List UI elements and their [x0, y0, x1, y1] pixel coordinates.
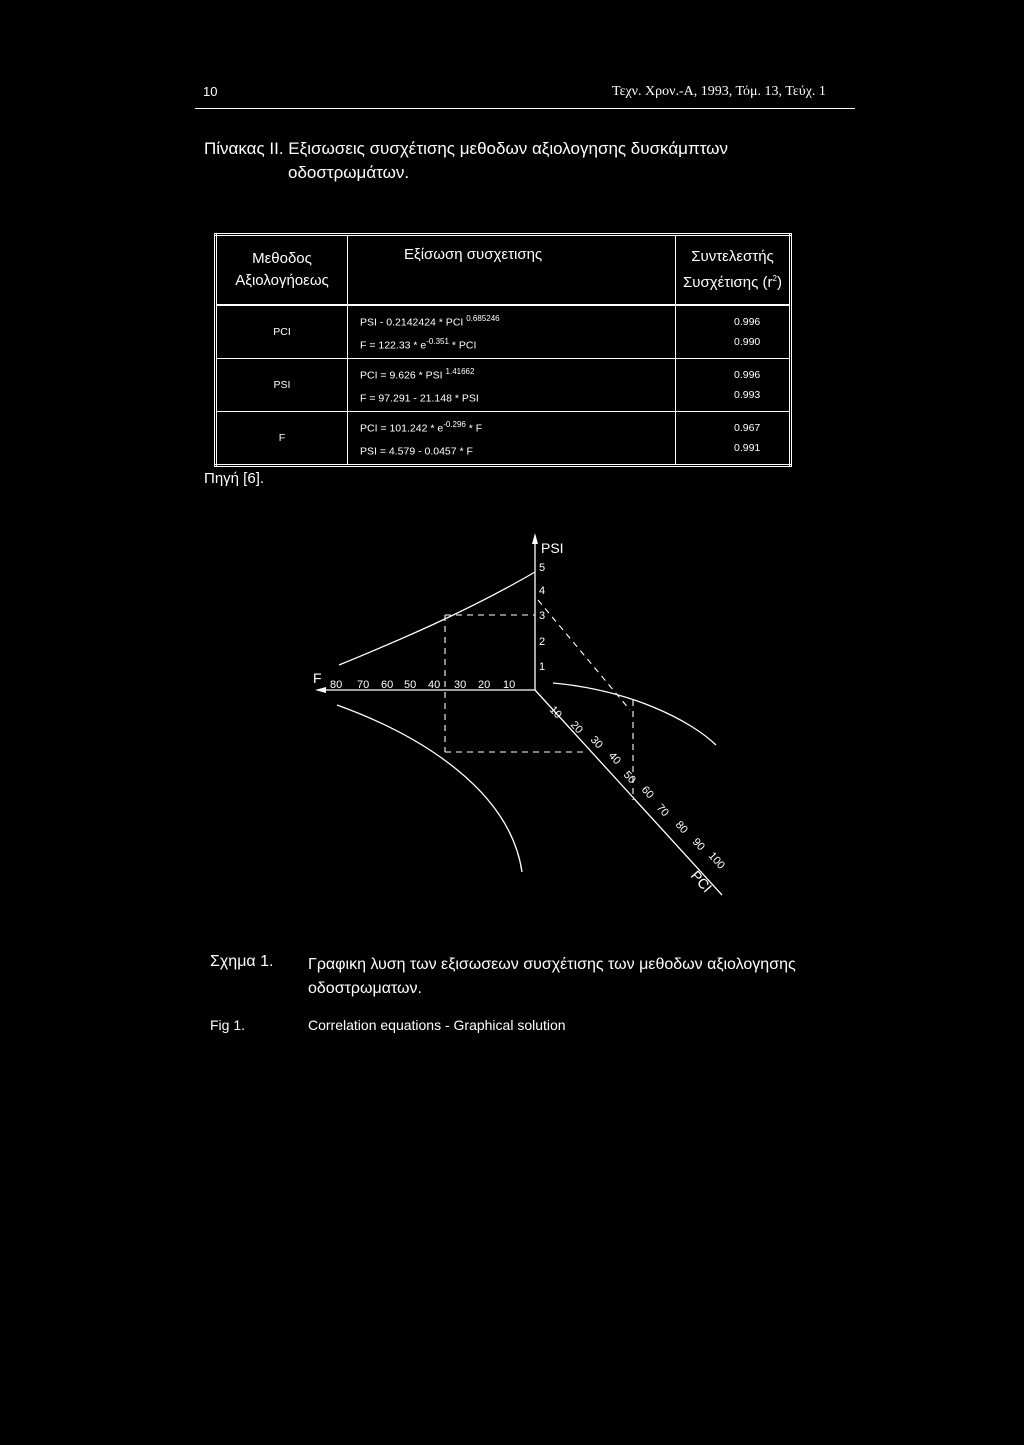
table-source: Πηγή [6]. [204, 470, 265, 487]
figure-caption-greek-label: Σχημα 1. [210, 953, 274, 970]
equation-cell: PCI = $101.242 * e^{-0.296}$ * F PSI = 4.579 - 0.0457 * F [348, 412, 676, 466]
equation-cell: PSI - 0.2142424 * PCI $^{0.685246}$ $F = 122.33 * e^{-0.351}$ * PCI [348, 305, 676, 359]
table-title-line1: Πίνακας ΙΙ. Εξισωσεις συσχέτισης μεθοδων αξιολογησης δυσκάμπτων [204, 139, 728, 158]
dash-diagonal [538, 600, 630, 710]
pci-tick: 70 [653, 801, 671, 820]
pci-tick: 80 [672, 818, 690, 837]
f-tick: 10 [503, 679, 516, 691]
page-number: 10 [203, 84, 218, 99]
table-title-line2: οδοστρωμάτων. [288, 163, 410, 182]
pci-tick: 30 [587, 733, 605, 752]
coefficient-cell: 0.967 0.991 [676, 412, 791, 466]
method-cell: PSI [216, 359, 348, 412]
psi-axis-label: PSI [541, 540, 564, 556]
pci-tick: 40 [605, 749, 623, 768]
psi-tick: 3 [539, 610, 546, 622]
f-tick: 60 [381, 679, 394, 691]
pci-tick: 60 [638, 783, 656, 802]
col-equation-header: Εξίσωση συσχετισης [348, 235, 676, 306]
pci-tick: 20 [567, 718, 585, 737]
f-tick: 30 [454, 679, 467, 691]
psi-tick: 4 [539, 585, 546, 597]
pci-axis-label: PCI [687, 867, 716, 896]
curve-psi-f [339, 572, 535, 665]
pci-axis [535, 690, 722, 895]
psi-tick: 1 [539, 661, 546, 673]
col-coefficient-header: Συντελεστής Συσχέτισης $(r^2)$ [676, 235, 791, 306]
method-cell: PCI [216, 305, 348, 359]
coefficient-cell: 0.996 0.993 [676, 359, 791, 412]
pci-tick: 10 [546, 703, 564, 722]
psi-tick: 2 [539, 636, 546, 648]
f-axis-arrow [315, 687, 326, 693]
f-tick: 20 [478, 679, 491, 691]
psi-tick: 5 [539, 562, 546, 574]
equation-cell: PCI = 9.626 * PSI $^{1.41662}$ F = 97.291 - 21.148 * PSI [348, 359, 676, 412]
pci-tick: 50 [620, 768, 638, 787]
journal-reference: Τεχν. Χρον.-Α, 1993, Τόμ. 13, Τεύχ. 1 [612, 84, 826, 99]
f-tick: 40 [428, 679, 441, 691]
f-axis-label: F [313, 670, 322, 686]
method-cell: F [216, 412, 348, 466]
col-method-header: Μεθοδος Αξιολογήοεως [216, 235, 348, 306]
coefficient-cell: 0.996 0.990 [676, 305, 791, 359]
pci-tick: 100 [705, 849, 727, 872]
psi-axis-arrow [532, 533, 538, 544]
f-tick: 50 [404, 679, 417, 691]
pci-tick: 90 [689, 835, 707, 854]
f-tick: 70 [357, 679, 370, 691]
curve-f-pci [337, 705, 522, 872]
f-tick: 80 [330, 679, 343, 691]
figure-caption-english: Correlation equations - Graphical solution [308, 1017, 566, 1033]
figure-caption-greek: Γραφικη λυση των εξισωσεων συσχέτισης των μεθοδων αξιολογησης οδοστρωματων. [308, 956, 796, 997]
figure-caption-english-label: Fig 1. [210, 1017, 246, 1033]
